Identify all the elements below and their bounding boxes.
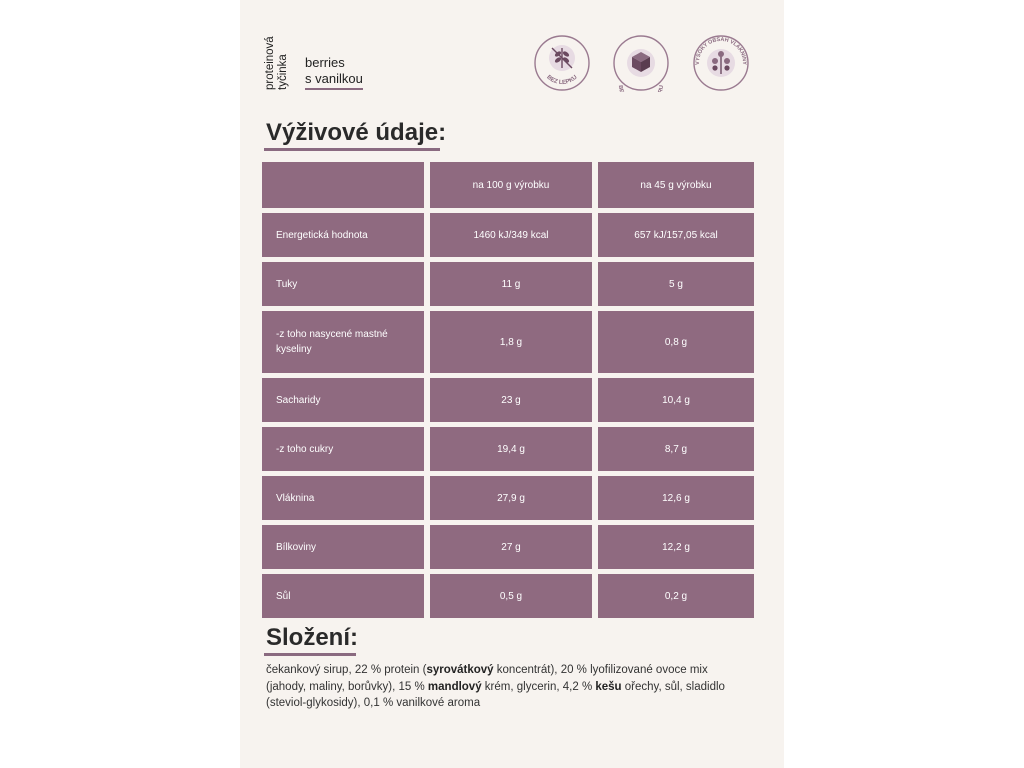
ingredient-segment: koncentrát), 20 % lyofilizované ovoce mix (jahody, maliny, borůvky), 15 % <box>266 664 708 693</box>
row-value-per45: 0,8 g <box>598 311 754 373</box>
high-fiber-badge <box>692 34 750 92</box>
row-value-per45: 0,2 g <box>598 574 754 618</box>
row-value-per100: 11 g <box>430 262 592 306</box>
sugar-cube-icon <box>612 34 670 92</box>
table-row <box>262 262 754 306</box>
svg-text:VYSOKÝ OBSAH VLÁKNINY: VYSOKÝ OBSAH VLÁKNINY <box>694 36 748 65</box>
row-value-per45: 12,2 g <box>598 525 754 569</box>
header-cell-empty <box>262 162 424 208</box>
row-label: Bílkoviny <box>262 525 424 569</box>
plant-sprout-icon <box>692 34 750 92</box>
product-type-line-1: proteinová <box>264 36 276 90</box>
flavor-line-1: berries <box>305 55 345 70</box>
table-row <box>262 213 754 257</box>
ingredient-segment-bold: syrovátkový <box>426 664 494 676</box>
row-value-per100: 27,9 g <box>430 476 592 520</box>
ingredient-segment: krém, glycerin, 4,2 % <box>481 680 596 693</box>
row-value-per45: 8,7 g <box>598 427 754 471</box>
ingredient-segment-bold: mandlový <box>427 680 482 693</box>
flavor-line-2: s vanilkou <box>305 71 363 86</box>
row-label: Tuky <box>262 262 424 306</box>
no-added-sugar-badge <box>612 34 670 92</box>
composition-heading-underline <box>264 653 356 656</box>
row-label: -z toho nasycené mastné kyseliny <box>262 311 424 373</box>
table-row <box>262 476 754 520</box>
row-label: -z toho cukry <box>262 427 424 471</box>
nutrition-heading-underline <box>264 148 440 151</box>
nutrition-table <box>262 162 754 623</box>
product-type-line-2: tyčinka <box>277 54 289 90</box>
product-flavor <box>305 55 363 90</box>
row-value-per100: 1460 kJ/349 kcal <box>430 213 592 257</box>
ingredients-text <box>266 662 736 712</box>
table-row <box>262 574 754 618</box>
ingredient-segment: čekankový sirup, 22 % protein ( <box>266 664 427 676</box>
row-label: Vláknina <box>262 476 424 520</box>
wheat-crossed-icon <box>533 34 591 92</box>
row-value-per45: 10,4 g <box>598 378 754 422</box>
table-row <box>262 311 754 373</box>
table-row <box>262 525 754 569</box>
row-value-per45: 12,6 g <box>598 476 754 520</box>
svg-text:BEZ LEPKU: BEZ LEPKU <box>545 74 579 87</box>
ingredient-segment-bold: kešu <box>595 680 622 693</box>
row-label: Sůl <box>262 574 424 618</box>
row-label: Sacharidy <box>262 378 424 422</box>
composition-heading: Složení: <box>266 624 359 651</box>
row-label: Energetická hodnota <box>262 213 424 257</box>
table-header-row <box>262 162 754 208</box>
row-value-per100: 1,8 g <box>430 311 592 373</box>
header-cell-per45: na 45 g výrobku <box>598 162 754 208</box>
row-value-per100: 27 g <box>430 525 592 569</box>
nutrition-heading: Výživové údaje: <box>266 119 447 146</box>
row-value-per100: 0,5 g <box>430 574 592 618</box>
svg-text:BEZ PŘIDANÉHO CUKRU: BE RU <box>616 84 666 92</box>
gluten-free-badge <box>533 34 591 92</box>
table-row <box>262 427 754 471</box>
header-cell-per100: na 100 g výrobku <box>430 162 592 208</box>
row-value-per45: 5 g <box>598 262 754 306</box>
row-value-per100: 23 g <box>430 378 592 422</box>
row-value-per100: 19,4 g <box>430 427 592 471</box>
ingredient-segment: ořechy, sůl, sladidlo (steviol-glykosidy), 0,1 % vanilkové aroma <box>266 680 725 709</box>
table-row <box>262 378 754 422</box>
product-type-label <box>264 0 290 90</box>
row-value-per45: 657 kJ/157,05 kcal <box>598 213 754 257</box>
